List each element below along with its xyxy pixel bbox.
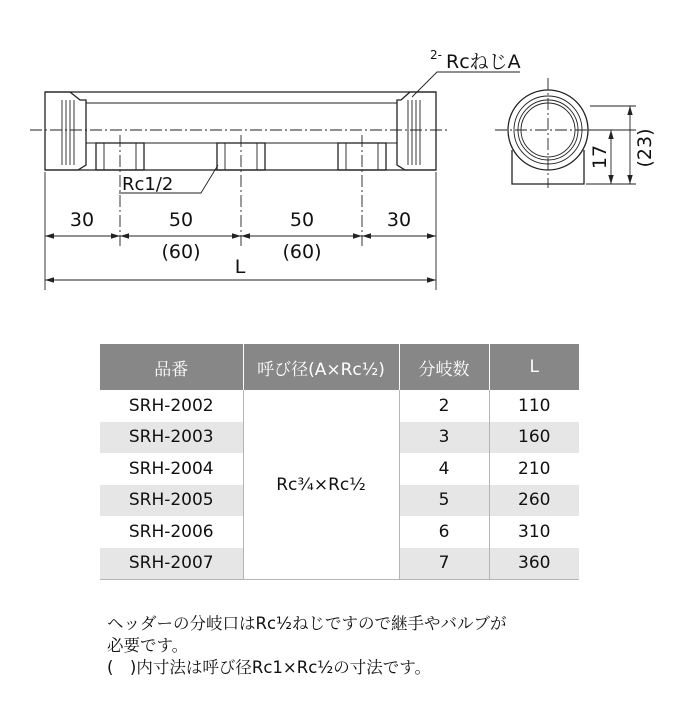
cell-branches: 3 [399,422,489,454]
dim-height-17: 17 [589,144,611,170]
spec-table-header [100,344,579,390]
header-end-view [495,78,656,188]
notes [107,613,667,679]
callout-label: RcねじA [446,51,521,73]
cell-length: 210 [518,458,551,479]
dimension-row-primary [45,209,436,263]
cell-part: SRH-2002 [100,390,243,422]
dim-end-right: 30 [386,209,412,231]
cell-length: 110 [518,395,551,416]
header-length: L [489,344,579,390]
dim-height-23: (23) [634,128,656,168]
note-line-2: 必要です。 [107,636,189,655]
thread-a-callout [412,48,521,97]
header-drawing [0,0,694,340]
header-part-no: 品番 [100,344,243,390]
cell-branches: 7 [399,548,489,580]
dim-span-1: 50 [168,209,194,231]
cell-length: 360 [489,548,579,580]
cell-part: SRH-2003 [100,422,243,454]
cell-part: SRH-2007 [100,548,243,580]
cell-part: SRH-2005 [100,485,243,517]
cell-branches: 4 [399,453,489,485]
dim-end-left: 30 [69,209,95,231]
dim-overall-l: L [234,256,246,278]
dim-span-2: 50 [289,209,315,231]
cell-size: Rc¾×Rc½ [243,390,399,580]
header-branches: 分岐数 [399,344,489,390]
cell-branches: 5 [399,485,489,517]
outlet-label: Rc1/2 [122,174,174,195]
cell-part: SRH-2004 [100,453,243,485]
cell-branches: 2 [399,390,489,422]
note-line-3: ( )内寸法は呼び径Rc1×Rc½の寸法です。 [107,658,431,677]
callout-prefix: 2- [430,48,442,62]
cell-length: 260 [489,485,579,517]
note-line-1: ヘッダーの分岐口はRc½ねじですので継手やバルブが [107,614,507,633]
dimension-overall [45,256,436,280]
spec-table [100,344,579,580]
cell-length: 160 [489,422,579,454]
table-row [100,390,579,422]
cell-length: 310 [518,521,551,542]
dim-alt-1: (60) [161,241,201,263]
cell-branches: 6 [399,516,489,548]
header-size: 呼び径(A×Rc½) [243,344,399,390]
dim-alt-2: (60) [282,241,322,263]
cell-part: SRH-2006 [100,516,243,548]
